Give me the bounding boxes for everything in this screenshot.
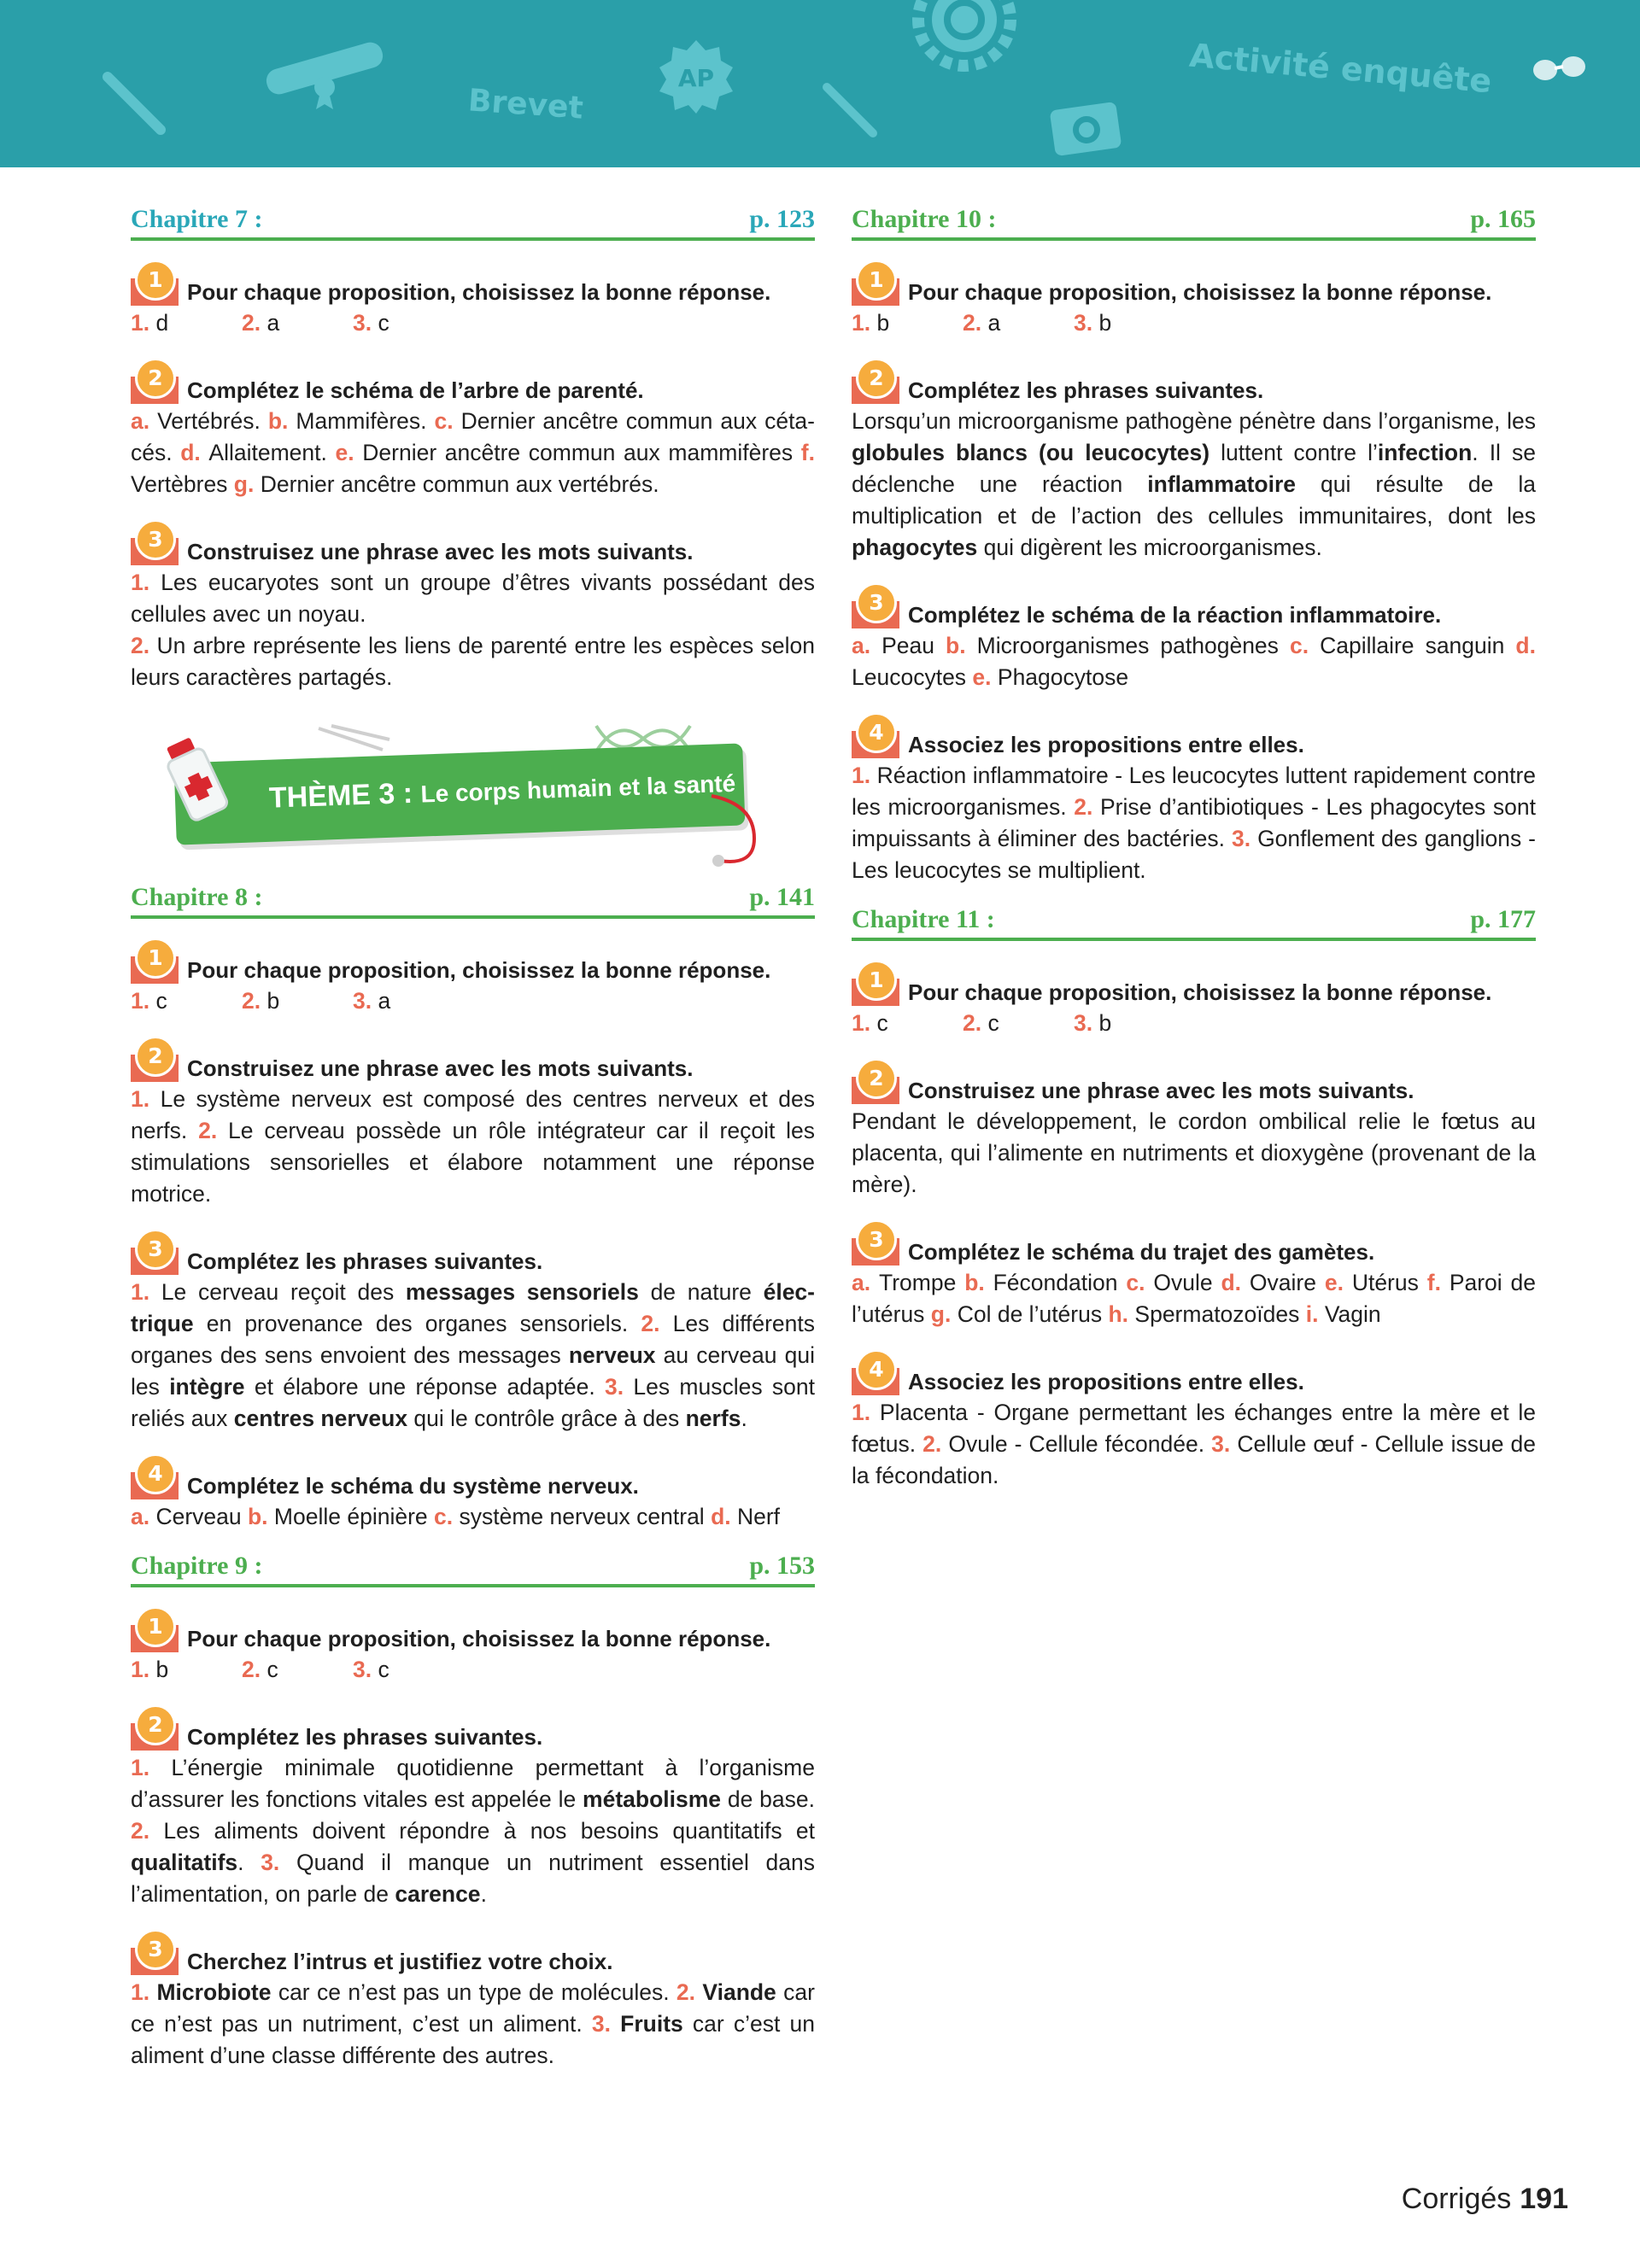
item-marker: a. [131, 1504, 156, 1529]
chapter-title: Chapitre 8 : [131, 883, 263, 911]
exercise-answer [852, 760, 1536, 886]
answer-value: a [378, 988, 391, 1014]
answer-text: Moelle épinière [273, 1504, 435, 1529]
exercise-number-badge: 1 [131, 938, 180, 985]
exercise-number-badge: 2 [852, 1058, 901, 1106]
item-marker: a. [852, 633, 882, 658]
item-marker: 1. [131, 1279, 161, 1305]
answer-text: . [741, 1406, 747, 1431]
answer-value: c [378, 1657, 390, 1682]
answer-text: Fécondation [993, 1270, 1127, 1295]
item-marker: 3. [1211, 1431, 1238, 1457]
answer-text: Un arbre représente les liens de parenté entre les espèces selon leurs caractères partagés. [131, 633, 816, 690]
item-marker: 2. [641, 1311, 673, 1336]
chapter-11 [852, 905, 1536, 1492]
item-marker: f. [1426, 1270, 1450, 1295]
emphasized-term: Fruits [620, 2011, 683, 2037]
item-marker: 2. [131, 633, 157, 658]
chapter-page: p. 141 [749, 883, 815, 911]
exercise-1 [131, 260, 815, 339]
chapter-title: Chapitre 10 : [852, 205, 997, 233]
answer-text: Vertébrés. [157, 408, 268, 434]
item-marker: a. [852, 1270, 879, 1295]
item-marker: g. [930, 1301, 958, 1327]
answer-value: b [266, 988, 280, 1014]
emphasized-term: carence [395, 1881, 481, 1907]
answer-text: qui digèrent les microorganismes. [977, 535, 1322, 560]
item-marker: 1. [131, 1755, 172, 1780]
item-marker: d. [1221, 1270, 1250, 1295]
item-marker: 2. [1074, 794, 1100, 820]
answer-value: d [155, 310, 169, 336]
answer-value: b [1098, 1010, 1112, 1036]
brevet-label: Brevet [466, 83, 584, 126]
answer-text: Cellule œuf - Cellule issue de la fécondation. [852, 1431, 1537, 1488]
answer-text: Ovule [1153, 1270, 1221, 1295]
answer-text: Capillaire sanguin [1320, 633, 1516, 658]
chapter-header [131, 1552, 815, 1587]
chapter-header [852, 205, 1536, 241]
exercise-3 [131, 1929, 815, 2072]
exercise-answer [131, 1277, 815, 1435]
answer-text: Paroi de l’utérus [852, 1270, 1537, 1327]
exercise-answer [852, 406, 1536, 564]
pencil-icon [822, 82, 882, 142]
answers-row: 1. b 2. c 3. c [131, 1657, 390, 1682]
chapter-10 [852, 205, 1536, 886]
footer-label: Corrigés [1401, 2183, 1512, 2215]
answer-text: Ovule - Cellule fécondée. [948, 1431, 1212, 1457]
exercise-4 [852, 1349, 1536, 1492]
right-column [852, 205, 1536, 1511]
answer-text: . [480, 1881, 487, 1907]
exercise-answer [131, 1977, 815, 2072]
answer-text: au cerveau qui les [131, 1342, 815, 1400]
answer-text: Les eucaryotes sont un groupe d’êtres vivants possédant des cellules avec un noyau. [131, 570, 815, 627]
gear-icon [909, 0, 1020, 75]
answer-text: Quand il manque un nutriment essentiel dans l’alimentation, on parle de [131, 1850, 815, 1907]
header-banner [0, 0, 1640, 167]
item-marker: 3. [604, 1374, 634, 1400]
exercise-answer [131, 1084, 815, 1210]
answer-text: Vagin [1324, 1301, 1381, 1327]
answer-value: c [378, 310, 390, 336]
answer-text: de nature [638, 1279, 764, 1305]
left-column [131, 205, 815, 2090]
answer-value: c [266, 1657, 278, 1682]
answer-text: Réaction inflammatoire - Les leucocytes luttent rapidement contre les microorganismes. [852, 763, 1537, 820]
answer-text: Prise d’antibiotiques - Les phagocytes sont impuissants à éliminer des bactéries. [852, 794, 1536, 851]
answer-text: Dernier ancêtre commun aux mammifères [362, 440, 801, 465]
exercise-number-badge: 2 [131, 358, 180, 406]
exercise-1 [852, 960, 1536, 1039]
exercise-4 [131, 1453, 815, 1533]
emphasized-term: inflammatoire [1147, 471, 1297, 497]
chapter-7 [131, 205, 815, 693]
exercise-2 [852, 1058, 1536, 1201]
answer-value: c [876, 1010, 888, 1036]
glasses-icon [1531, 53, 1589, 87]
exercise-title: Complétez les phrases suivantes. [187, 1248, 543, 1274]
exercise-4 [852, 712, 1536, 886]
item-marker: a. [131, 408, 158, 434]
chapter-header [131, 205, 815, 241]
item-marker: e. [972, 664, 998, 690]
exercise-number-badge: 4 [131, 1453, 180, 1501]
emphasized-term: infection [1377, 440, 1473, 465]
emphasized-term: métabolisme [583, 1786, 722, 1812]
answer-value: b [155, 1657, 169, 1682]
answer-text: Les muscles sont reliés aux [131, 1374, 815, 1431]
exercise-number-badge: 2 [131, 1704, 180, 1752]
emphasized-term: qualitatifs [131, 1850, 238, 1875]
item-marker: i. [1305, 1301, 1325, 1327]
answer-value: a [987, 310, 1001, 336]
item-marker: c. [434, 1504, 460, 1529]
exercise-title: Cherchez l’intrus et justifiez votre choix. [187, 1949, 613, 1974]
exercise-number-badge: 2 [131, 1036, 180, 1084]
item-marker: c. [434, 408, 461, 434]
emphasized-term: intègre [169, 1374, 245, 1400]
exercise-1 [131, 938, 815, 1017]
item-marker: c. [1289, 633, 1321, 658]
exercise-answer: Pendant le développement, le cordon ombilical relie le fœtus au placenta, qui l’alimente en nutriments et dioxygène (provenant de la mère). [852, 1108, 1536, 1197]
answer-value: b [1098, 310, 1112, 336]
theme-label: THÈME 3 : Le corps humain et la santé [268, 769, 736, 815]
exercise-title: Associez les propositions entre elles. [908, 1369, 1304, 1394]
answer-text: Le cerveau reçoit des [161, 1279, 406, 1305]
stethoscope-icon [703, 787, 788, 873]
exercise-2 [131, 1036, 815, 1210]
answer-value: c [987, 1010, 999, 1036]
answer-text: système nerveux central [459, 1504, 712, 1529]
exercise-number-badge: 1 [131, 260, 180, 307]
item-marker: 3. [1231, 826, 1258, 851]
motion-lines-icon [314, 724, 391, 758]
chapter-header [852, 905, 1536, 941]
answer-text: car c’est un aliment d’une classe différente des autres. [131, 2011, 815, 2068]
answer-text: Gonflement des ganglions - Les leucocytes se multiplient. [852, 826, 1537, 883]
answers-row: 1. b 2. a 3. b [852, 310, 1112, 336]
exercise-1 [131, 1606, 815, 1686]
answer-text: Microorganismes pathogènes [976, 633, 1290, 658]
exercise-number-badge: 3 [131, 519, 180, 567]
item-marker: 1. [852, 763, 877, 788]
item-marker: g. [233, 471, 261, 497]
item-marker: d. [180, 440, 209, 465]
answer-text: Allaitement. [208, 440, 336, 465]
exercise-3 [131, 519, 815, 693]
exercise-3 [852, 1219, 1536, 1330]
activite-enquete-label: Activité enquête [1187, 36, 1494, 101]
item-marker: 2. [198, 1118, 229, 1143]
camera-icon [1049, 92, 1122, 157]
diploma-icon [256, 34, 393, 111]
chapter-title: Chapitre 11 : [852, 905, 995, 933]
answer-text: Col de l’utérus [957, 1301, 1109, 1327]
ap-label: AP [677, 64, 715, 92]
answer-text: Mammifères. [296, 408, 435, 434]
answer-text: et élabore une réponse adaptée. [244, 1374, 605, 1400]
item-marker: d. [1515, 633, 1536, 658]
exercise-number-badge: 4 [852, 712, 901, 760]
item-marker: 2. [922, 1431, 949, 1457]
answer-text: car ce n’est pas un type de molécules. [271, 1979, 676, 2005]
emphasized-term: globules blancs (ou leucocytes) [852, 440, 1210, 465]
answer-value: c [155, 988, 167, 1014]
answer-text: Les aliments doivent répondre à nos besoins quantitatifs et [163, 1818, 815, 1844]
item-marker: 1. [852, 1400, 880, 1425]
answers-row: 1. c 2. c 3. b [852, 1010, 1112, 1036]
theme-ribbon [174, 743, 746, 845]
answer-text: Peau [882, 633, 946, 658]
chapter-page: p. 177 [1470, 905, 1536, 933]
exercise-title: Complétez les phrases suivantes. [187, 1724, 543, 1750]
answer-text: Lorsqu’un microorganisme pathogène pénètre dans l’organisme, les [852, 408, 1536, 434]
answers-row: 1. d 2. a 3. c [131, 310, 390, 336]
exercise-title: Complétez le schéma du trajet des gamètes. [908, 1239, 1375, 1265]
answer-text: qui résulte de la multiplication et de l’action des cellules immunitaires, dont les [852, 471, 1536, 529]
emphasized-term: messages sensoriels [405, 1279, 639, 1305]
page-footer [1402, 2183, 1568, 2216]
page-number: 191 [1520, 2183, 1568, 2215]
exercise-title: Pour chaque proposition, choisissez la bonne réponse. [908, 279, 1492, 305]
emphasized-term: nerveux [568, 1342, 656, 1368]
chapter-9 [131, 1552, 815, 2072]
emphasized-term: électrique [131, 1279, 815, 1336]
item-marker: e. [1324, 1270, 1352, 1295]
item-marker: 1. [131, 1979, 157, 2005]
answer-text: Dernier ancêtre commun aux cétacés. [131, 408, 815, 465]
chapter-header [131, 883, 815, 919]
answer-text: car ce n’est pas un nutriment, c’est un aliment. [131, 1979, 815, 2037]
item-marker: b. [964, 1270, 993, 1295]
exercise-2 [131, 1704, 815, 1910]
answer-text: Vertèbres [131, 471, 234, 497]
emphasized-term: centres nerveux [233, 1406, 408, 1431]
answer-text: Cerveau [155, 1504, 248, 1529]
chapter-title: Chapitre 9 : [131, 1552, 263, 1580]
item-marker: 3. [261, 1850, 296, 1875]
exercise-answer [131, 1501, 815, 1533]
theme-subtitle: Le corps humain et la santé [420, 769, 736, 808]
emphasized-term: nerfs [685, 1406, 741, 1431]
answer-text: qui le contrôle grâce à des [407, 1406, 686, 1431]
answer-text: Utérus [1351, 1270, 1427, 1295]
exercise-number-badge: 3 [852, 582, 901, 630]
item-marker: b. [946, 633, 977, 658]
item-marker: e. [335, 440, 363, 465]
item-marker: d. [711, 1504, 737, 1529]
exercise-title: Pour chaque proposition, choisissez la bonne réponse. [908, 979, 1492, 1005]
exercise-number-badge: 2 [852, 358, 901, 406]
exercise-title: Complétez les phrases suivantes. [908, 377, 1264, 403]
item-marker: h. [1108, 1301, 1135, 1327]
exercise-title: Construisez une phrase avec les mots suivants. [908, 1078, 1414, 1103]
chapter-page: p. 123 [749, 205, 815, 233]
chapter-title: Chapitre 7 : [131, 205, 263, 233]
exercise-answer [131, 567, 815, 693]
exercise-title: Pour chaque proposition, choisissez la bonne réponse. [187, 279, 771, 305]
answer-text: L’énergie minimale quotidienne permettant à l’organisme d’assurer les fonctions vitales est appelée le [131, 1755, 815, 1812]
exercise-title: Complétez le schéma du système nerveux. [187, 1473, 639, 1499]
exercise-title: Pour chaque proposition, choisissez la bonne réponse. [187, 1626, 771, 1651]
answer-text: en provenance des organes sensoriels. [193, 1311, 641, 1336]
exercise-title: Construisez une phrase avec les mots suivants. [187, 1055, 694, 1081]
answer-text: Dernier ancêtre commun aux vertébrés. [260, 471, 659, 497]
exercise-2 [131, 358, 815, 500]
exercise-title: Construisez une phrase avec les mots suivants. [187, 539, 694, 564]
answer-text: Trompe [878, 1270, 965, 1295]
answer-text: Placenta - Organe permettant les échanges entre la mère et le fœtus. [852, 1400, 1537, 1457]
exercise-number-badge: 4 [852, 1349, 901, 1397]
emphasized-term: Viande [702, 1979, 776, 2005]
exercise-3 [131, 1229, 815, 1435]
answer-text: luttent contre l’ [1210, 440, 1378, 465]
exercise-number-badge: 3 [131, 1229, 180, 1277]
answers-row: 1. c 2. b 3. a [131, 988, 391, 1014]
answer-text: Les différents organes des sens envoient des messages [131, 1311, 815, 1368]
answer-text: de base. [721, 1786, 815, 1812]
exercise-title: Pour chaque proposition, choisissez la bonne réponse. [187, 957, 771, 983]
item-marker: f. [800, 440, 815, 465]
emphasized-term: phagocytes [852, 535, 978, 560]
exercise-1 [852, 260, 1536, 339]
answer-text: Phagocytose [997, 664, 1129, 690]
exercise-2 [852, 358, 1536, 564]
exercise-number-badge: 3 [131, 1929, 180, 1977]
exercise-number-badge: 1 [852, 260, 901, 307]
medicine-bottle-icon [163, 731, 231, 825]
exercise-title: Complétez le schéma de l’arbre de parenté. [187, 377, 644, 403]
exercise-answer [131, 1752, 815, 1910]
item-marker: c. [1126, 1270, 1154, 1295]
item-marker: 2. [676, 1979, 703, 2005]
pen-icon [101, 70, 169, 138]
answer-text: Nerf [736, 1504, 781, 1529]
exercise-answer [852, 630, 1536, 693]
answer-text: . Il se déclenche une réaction [852, 440, 1536, 497]
answer-value: a [266, 310, 280, 336]
item-marker: 1. [131, 570, 161, 595]
chapter-page: p. 165 [1470, 205, 1536, 233]
exercise-number-badge: 3 [852, 1219, 901, 1267]
exercise-number-badge: 1 [852, 960, 901, 1008]
exercise-answer [131, 406, 815, 500]
answer-text: Spermatozoïdes [1134, 1301, 1306, 1327]
exercise-title: Associez les propositions entre elles. [908, 732, 1304, 757]
emphasized-term: Microbiote [156, 1979, 272, 2005]
item-marker: b. [248, 1504, 274, 1529]
chapter-8 [131, 883, 815, 1533]
answer-text: Ovaire [1249, 1270, 1325, 1295]
exercise-answer [852, 1267, 1536, 1330]
item-marker: 1. [131, 1086, 161, 1112]
exercise-number-badge: 1 [131, 1606, 180, 1654]
answer-value: b [876, 310, 890, 336]
exercise-title: Complétez le schéma de la réaction inflammatoire. [908, 602, 1442, 628]
ap-badge-icon [658, 38, 735, 115]
answer-text: Leucocytes [852, 664, 973, 690]
item-marker: 2. [131, 1818, 164, 1844]
chapter-page: p. 153 [749, 1552, 815, 1580]
item-marker: b. [267, 408, 296, 434]
theme-3-banner [131, 712, 815, 883]
answer-text: Le système nerveux est composé des centres nerveux et des nerfs. [131, 1086, 815, 1143]
answer-text: . [237, 1850, 261, 1875]
exercise-answer [852, 1397, 1536, 1492]
exercise-3 [852, 582, 1536, 693]
answer-text: Le cerveau possède un rôle intégrateur car il reçoit les stimulations sensorielles et élabore notamment une réponse motrice. [131, 1118, 816, 1207]
item-marker: 3. [591, 2011, 621, 2037]
